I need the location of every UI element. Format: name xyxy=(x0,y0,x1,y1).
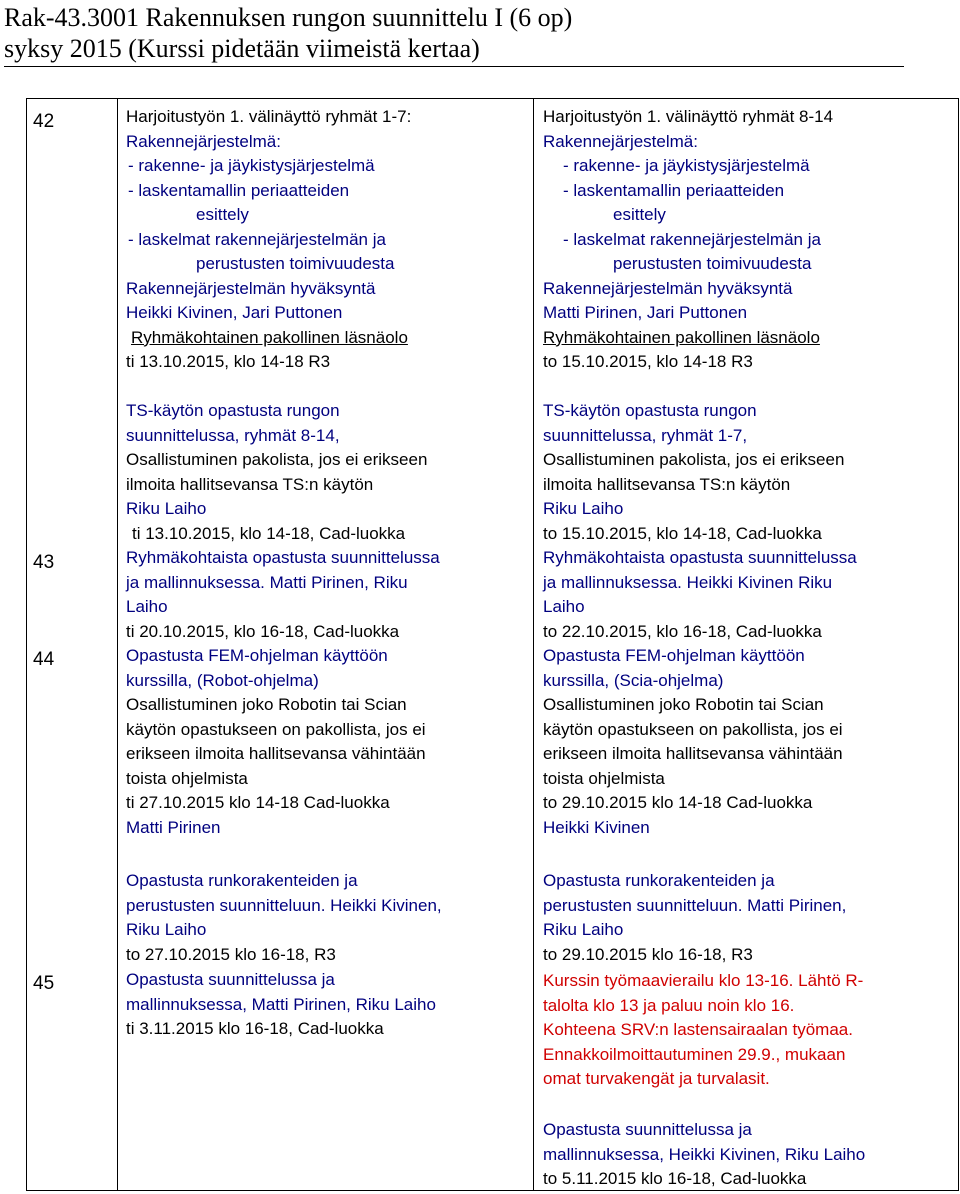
right-w42-line: Rakennejärjestelmä: xyxy=(543,131,698,151)
left-w44b-line: perustusten suunnitteluun. Heikki Kivinen, xyxy=(126,895,442,915)
left-w42-line: - laskentamallin periaatteiden xyxy=(128,180,350,200)
right-w44-line: käytön opastukseen on pakollista, jos ei xyxy=(543,719,843,739)
right-w42-line: esittely xyxy=(613,205,666,224)
right-week43-block xyxy=(543,546,857,644)
right-w42-line: - laskentamallin periaatteiden xyxy=(563,180,785,200)
right-w42b-line: Osallistuminen pakolista, jos ei erikseen xyxy=(543,450,845,469)
right-w44-line: Opastusta FEM-ohjelman käyttöön xyxy=(543,646,805,665)
left-w42-line: Rakennejärjestelmän hyväksyntä xyxy=(126,278,376,298)
right-w45a-line: talolta klo 13 ja paluu noin klo 16. xyxy=(543,995,795,1015)
right-w45b-line: to 5.11.2015 klo 16-18, Cad-luokka xyxy=(543,1169,807,1188)
right-w44b-line: Opastusta runkorakenteiden ja xyxy=(543,871,775,890)
right-w42b-line: to 15.10.2015, klo 14-18, Cad-luokka xyxy=(543,523,822,543)
right-week42-block xyxy=(543,105,833,375)
right-w45a-line: Ennakkoilmoittautuminen 29.9., mukaan xyxy=(543,1044,846,1064)
column-divider-middle xyxy=(533,99,534,1190)
right-week44-block xyxy=(543,644,843,840)
right-week42-ts-block xyxy=(543,399,844,546)
right-w45b-line: mallinnuksessa, Heikki Kivinen, Riku Laiho xyxy=(543,1144,866,1164)
week-number-43: 43 xyxy=(33,552,55,573)
left-w43-line: Ryhmäkohtaista opastusta suunnittelussa xyxy=(126,548,440,567)
right-w44-line: erikseen ilmoita hallitsevansa vähintään xyxy=(543,744,843,763)
right-w42-line: perustusten toimivuudesta xyxy=(613,254,812,273)
right-w42b-line: Riku Laiho xyxy=(543,499,624,518)
right-w42-line: to 15.10.2015, klo 14-18 R3 xyxy=(543,352,753,371)
left-w42-line: Harjoitustyön 1. välinäyttö ryhmät 1-7: xyxy=(126,107,412,126)
left-week43-block xyxy=(126,546,440,644)
right-w42b-line: TS-käytön opastusta rungon xyxy=(543,401,757,420)
right-w42-line: Harjoitustyön 1. välinäyttö ryhmät 8-14 xyxy=(543,107,834,126)
right-w45a-line: omat turvakengät ja turvalasit. xyxy=(543,1069,770,1088)
left-w44-line: toista ohjelmista xyxy=(126,768,248,788)
right-w45b-line: Opastusta suunnittelussa ja xyxy=(543,1120,752,1139)
schedule-table xyxy=(26,98,959,1191)
left-w43-line: ja mallinnuksessa. Matti Pirinen, Riku xyxy=(126,572,408,592)
right-w42b-line: ilmoita hallitsevansa TS:n käytön xyxy=(543,474,791,494)
left-week45-block xyxy=(126,968,436,1042)
left-w42b-line: ti 13.10.2015, klo 14-18, Cad-luokka xyxy=(132,523,406,543)
left-w44-line: erikseen ilmoita hallitsevansa vähintään xyxy=(126,744,426,763)
left-w43-line: Laiho xyxy=(126,597,168,616)
right-w42-line: Ryhmäkohtainen pakollinen läsnäolo xyxy=(543,327,820,347)
left-w42-line: - laskelmat rakennejärjestelmän ja xyxy=(128,229,386,249)
left-w44-line: kurssilla, (Robot-ohjelma) xyxy=(126,670,319,690)
right-w44-line: to 29.10.2015 klo 14-18 Cad-luokka xyxy=(543,793,813,812)
left-w42b-line: Riku Laiho xyxy=(126,499,207,518)
left-w42b-line: Osallistuminen pakolista, jos ei erikseen xyxy=(126,450,428,469)
left-w44b-line: to 27.10.2015 klo 16-18, R3 xyxy=(126,944,336,964)
right-w43-line: Laiho xyxy=(543,597,585,616)
right-w44b-line: Riku Laiho xyxy=(543,920,624,939)
right-w44-line: Heikki Kivinen xyxy=(543,817,650,837)
left-w45-line: mallinnuksessa, Matti Pirinen, Riku Laiho xyxy=(126,994,436,1014)
left-w42-line: esittely xyxy=(196,205,249,224)
right-w44b-line: perustusten suunnitteluun. Matti Pirinen, xyxy=(543,895,847,915)
title-line-2: syksy 2015 (Kurssi pidetään viimeistä kertaa) xyxy=(4,34,480,63)
left-w44-line: Opastusta FEM-ohjelman käyttöön xyxy=(126,646,388,665)
right-week45-block xyxy=(543,1118,865,1192)
week-number-44: 44 xyxy=(33,649,55,670)
title-line-1: Rak-43.3001 Rakennuksen rungon suunnittelu I (6 op) xyxy=(4,3,573,32)
right-w42-line: Rakennejärjestelmän hyväksyntä xyxy=(543,278,793,298)
left-w42-line: Rakennejärjestelmä: xyxy=(126,131,281,151)
right-w45a-line: Kohteena SRV:n lastensairaalan työmaa. xyxy=(543,1020,853,1039)
left-w44-line: ti 27.10.2015 klo 14-18 Cad-luokka xyxy=(126,793,390,812)
right-w44-line: kurssilla, (Scia-ohjelma) xyxy=(543,670,724,690)
right-w44-line: toista ohjelmista xyxy=(543,768,665,788)
right-w43-line: Ryhmäkohtaista opastusta suunnittelussa xyxy=(543,548,857,567)
left-w42b-line: ilmoita hallitsevansa TS:n käytön xyxy=(126,474,374,494)
left-week44-runko-block xyxy=(126,869,442,967)
right-week45-site-visit-block xyxy=(543,969,863,1092)
left-w45-line: ti 3.11.2015 klo 16-18, Cad-luokka xyxy=(126,1019,384,1038)
left-w44-line: käytön opastukseen on pakollista, jos ei xyxy=(126,719,426,739)
right-w45a-line: Kurssin työmaavierailu klo 13-16. Lähtö R- xyxy=(543,971,864,990)
right-w43-line: ja mallinnuksessa. Heikki Kivinen Riku xyxy=(543,572,833,592)
column-divider-week xyxy=(117,99,118,1190)
right-w42-line: - rakenne- ja jäykistysjärjestelmä xyxy=(563,156,810,175)
right-w42-line: Matti Pirinen, Jari Puttonen xyxy=(543,303,748,322)
right-week44-runko-block xyxy=(543,869,846,967)
right-w43-line: to 22.10.2015, klo 16-18, Cad-luokka xyxy=(543,621,822,641)
left-w44b-line: Opastusta runkorakenteiden ja xyxy=(126,871,358,890)
left-week42-ts-block xyxy=(126,399,427,546)
left-w44-line: Osallistuminen joko Robotin tai Scian xyxy=(126,695,407,714)
week-number-42: 42 xyxy=(33,111,55,132)
left-w44-line: Matti Pirinen xyxy=(126,817,221,837)
left-week42-block xyxy=(126,105,411,375)
left-w42-line: ti 13.10.2015, klo 14-18 R3 xyxy=(126,352,331,371)
left-week44-block xyxy=(126,644,426,840)
left-w42b-line: suunnittelussa, ryhmät 8-14, xyxy=(126,425,340,445)
right-w42b-line: suunnittelussa, ryhmät 1-7, xyxy=(543,425,748,445)
left-w45-line: Opastusta suunnittelussa ja xyxy=(126,970,335,989)
document-title xyxy=(4,2,904,67)
left-w43-line: ti 20.10.2015, klo 16-18, Cad-luokka xyxy=(126,621,400,641)
left-w42-line: - rakenne- ja jäykistysjärjestelmä xyxy=(128,156,375,175)
left-w44b-line: Riku Laiho xyxy=(126,920,207,939)
right-w44-line: Osallistuminen joko Robotin tai Scian xyxy=(543,695,824,714)
left-w42-line: Heikki Kivinen, Jari Puttonen xyxy=(126,303,343,322)
week-number-45: 45 xyxy=(33,973,55,994)
left-w42-line: perustusten toimivuudesta xyxy=(196,254,395,273)
right-w42-line: - laskelmat rakennejärjestelmän ja xyxy=(563,229,821,249)
left-w42b-line: TS-käytön opastusta rungon xyxy=(126,401,340,420)
right-w44b-line: to 29.10.2015 klo 16-18, R3 xyxy=(543,944,753,964)
left-w42-line: Ryhmäkohtainen pakollinen läsnäolo xyxy=(131,327,408,347)
